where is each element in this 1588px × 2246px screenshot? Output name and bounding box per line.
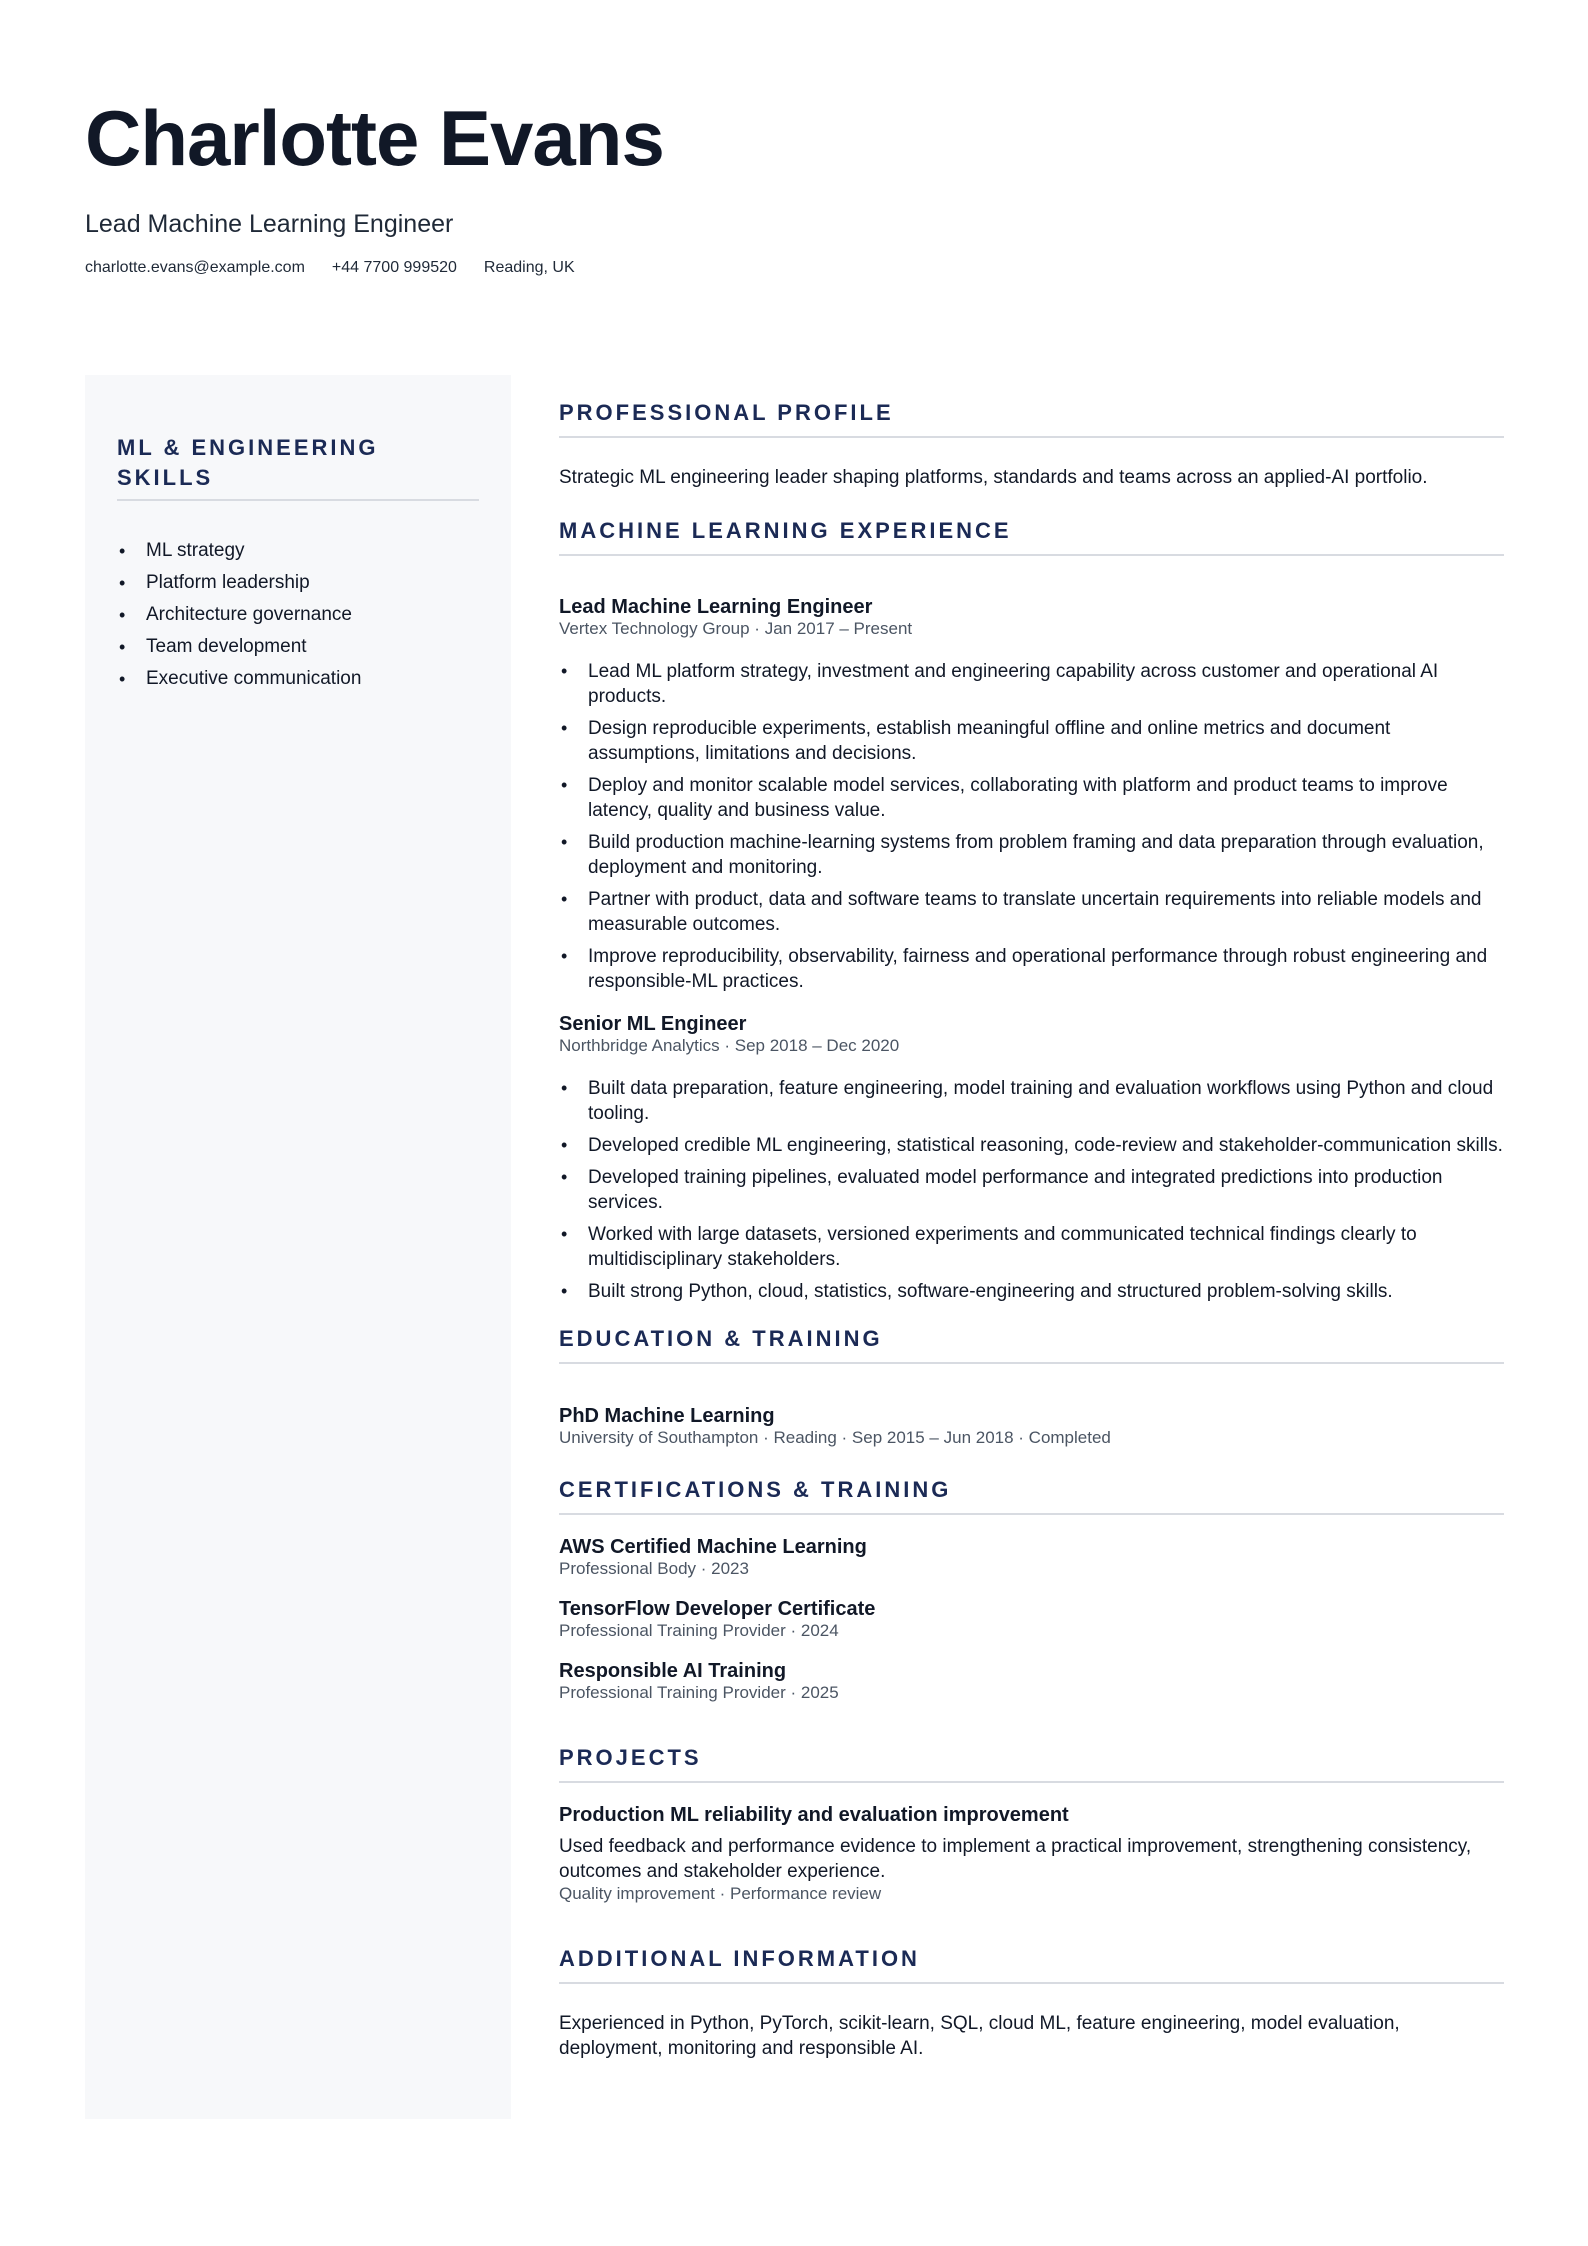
resume-header <box>85 92 1505 278</box>
job-bullet: • Design reproducible experiments, establish meaningful offline and online metrics and document assumptions, limitations and decisions. <box>559 716 1504 766</box>
degree-meta: University of Southampton · Reading · Sep 2015 – Jun 2018 · Completed <box>559 1428 1111 1447</box>
job-bullet: • Build production machine-learning systems from problem framing and data preparation through evaluation, deployment and monitoring. <box>559 830 1504 880</box>
certification-meta: Professional Training Provider · 2024 <box>559 1621 839 1640</box>
contact-location: Reading, UK <box>483 259 575 276</box>
job-title: Lead Machine Learning Engineer <box>559 596 873 618</box>
certifications-heading: CERTIFICATIONS & TRAINING <box>559 1475 1504 1515</box>
education-entry <box>559 1404 1504 1448</box>
education-heading: EDUCATION & TRAINING <box>559 1324 1504 1364</box>
project-description: Used feedback and performance evidence to implement a practical improvement, strengthening consistency, outcomes and stakeholder experience. <box>559 1836 1472 1882</box>
skill-item: • ML strategy <box>117 535 479 567</box>
job-bullets <box>559 659 1504 994</box>
project-entry <box>559 1803 1504 1904</box>
degree-title: PhD Machine Learning <box>559 1405 775 1427</box>
job-bullet: • Improve reproducibility, observability, fairness and operational performance through robust engineering and responsible-ML practices. <box>559 944 1504 994</box>
skill-item: • Platform leadership <box>117 567 479 599</box>
additional-text: Experienced in Python, PyTorch, scikit-learn, SQL, cloud ML, feature engineering, model evaluation, deployment, monitoring and responsible AI. <box>559 2013 1400 2059</box>
certification-title: AWS Certified Machine Learning <box>559 1536 867 1558</box>
additional-heading: ADDITIONAL INFORMATION <box>559 1944 1504 1984</box>
skills-list <box>117 535 479 695</box>
profile-heading: PROFESSIONAL PROFILE <box>559 398 1504 438</box>
project-meta: Quality improvement · Performance review <box>559 1884 882 1903</box>
job-meta: Vertex Technology Group · Jan 2017 – Present <box>559 619 913 638</box>
job-bullet: • Built strong Python, cloud, statistics, software-engineering and structured problem-solving skills. <box>559 1279 1504 1304</box>
job-bullet: • Lead ML platform strategy, investment and engineering capability across customer and operational AI products. <box>559 659 1504 709</box>
contact-line <box>85 258 1505 278</box>
candidate-title: Lead Machine Learning Engineer <box>85 210 454 238</box>
skill-item: • Architecture governance <box>117 599 479 631</box>
skills-sidebar <box>85 375 511 2119</box>
certification-meta: Professional Training Provider · 2025 <box>559 1683 839 1702</box>
certification-title: Responsible AI Training <box>559 1660 787 1682</box>
contact-email: charlotte.evans@example.com <box>85 259 305 276</box>
job-bullet: • Built data preparation, feature engineering, model training and evaluation workflows using Python and cloud tooling. <box>559 1076 1504 1126</box>
job-title: Senior ML Engineer <box>559 1013 747 1035</box>
job-bullets <box>559 1076 1504 1304</box>
certification-meta: Professional Body · 2023 <box>559 1559 749 1578</box>
job-entry <box>559 595 1504 994</box>
project-title: Production ML reliability and evaluation improvement <box>559 1804 1069 1826</box>
certification-entry <box>559 1659 1504 1703</box>
candidate-name: Charlotte Evans <box>85 94 664 182</box>
job-bullet: • Partner with product, data and software teams to translate uncertain requirements into reliable models and measurable outcomes. <box>559 887 1504 937</box>
job-bullet: • Developed credible ML engineering, statistical reasoning, code-review and stakeholder-communication skills. <box>559 1133 1504 1158</box>
skills-heading: ML & ENGINEERING SKILLS <box>117 433 479 501</box>
projects-heading: PROJECTS <box>559 1743 1504 1783</box>
job-bullet: • Deploy and monitor scalable model services, collaborating with platform and product teams to improve latency, quality and business value. <box>559 773 1504 823</box>
job-meta: Northbridge Analytics · Sep 2018 – Dec 2020 <box>559 1036 900 1055</box>
job-bullet: • Worked with large datasets, versioned experiments and communicated technical findings clearly to multidisciplinary stakeholders. <box>559 1222 1504 1272</box>
job-entry <box>559 1012 1504 1304</box>
contact-phone: +44 7700 999520 <box>331 259 457 276</box>
main-column <box>559 398 1504 2061</box>
experience-heading: MACHINE LEARNING EXPERIENCE <box>559 516 1504 556</box>
certification-title: TensorFlow Developer Certificate <box>559 1598 876 1620</box>
job-bullet: • Developed training pipelines, evaluated model performance and integrated predictions into production services. <box>559 1165 1504 1215</box>
certification-entry <box>559 1597 1504 1641</box>
skill-item: • Executive communication <box>117 663 479 695</box>
profile-text: Strategic ML engineering leader shaping platforms, standards and teams across an applied-AI portfolio. <box>559 467 1428 488</box>
certification-entry <box>559 1535 1504 1579</box>
skill-item: • Team development <box>117 631 479 663</box>
